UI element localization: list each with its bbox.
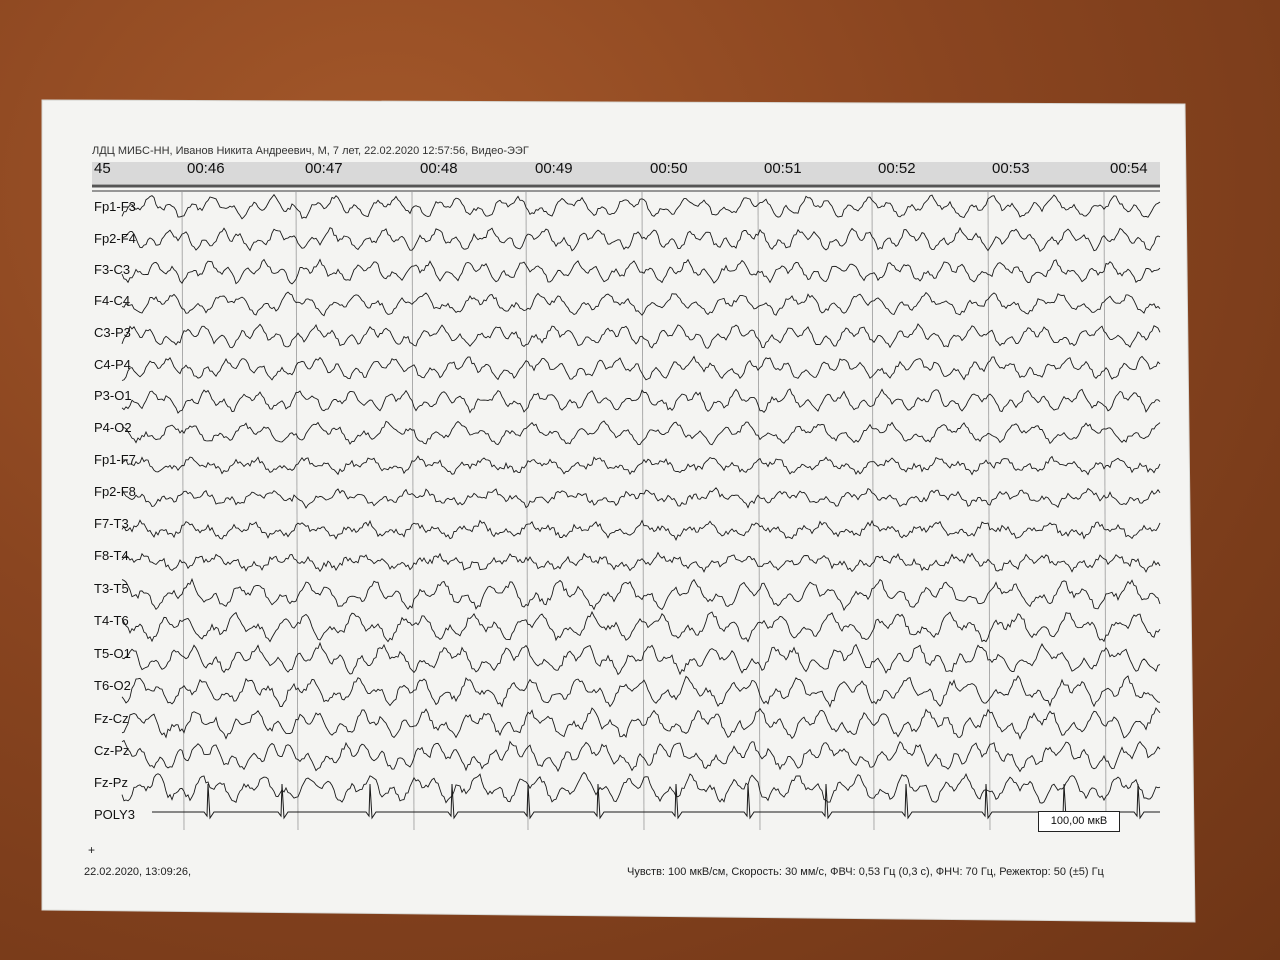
recording-settings: Чувств: 100 мкВ/см, Скорость: 30 мм/с, ФВЧ: 0,53 Гц (0,3 с), ФНЧ: 70 Гц, Режектор: 50 (±5) Гц — [627, 866, 1104, 878]
channel-label: T4-T6 — [94, 613, 129, 628]
paper-sheet — [42, 100, 1195, 922]
channel-label: P3-O1 — [94, 388, 132, 403]
channel-label: F3-C3 — [94, 262, 131, 277]
channel-label: Fp2-F4 — [94, 231, 136, 246]
amplitude-scale-box: 100,00 мкВ — [1038, 811, 1120, 832]
time-tick: 00:49 — [535, 160, 573, 177]
channel-label: Fp2-F8 — [94, 484, 136, 499]
time-tick: 00:50 — [650, 160, 688, 177]
event-marker: + — [88, 843, 96, 857]
time-tick: 00:52 — [878, 160, 916, 177]
time-tick: 00:53 — [992, 160, 1030, 177]
channel-label: F7-T3 — [94, 516, 129, 531]
patient-header: ЛДЦ МИБС-НН, Иванов Никита Андреевич, М, 7 лет, 22.02.2020 12:57:56, Видео-ЭЭГ — [92, 145, 529, 157]
channel-label: Cz-Pz — [94, 743, 130, 758]
time-tick: 00:51 — [764, 160, 802, 177]
channel-label: POLY3 — [94, 807, 135, 822]
channel-label: Fp1-F3 — [94, 199, 136, 214]
channel-label: F4-C4 — [94, 293, 131, 308]
time-tick: 00:47 — [305, 160, 343, 177]
time-tick: 00:54 — [1110, 160, 1148, 177]
channel-label: C4-P4 — [94, 357, 131, 372]
time-tick: 00:48 — [420, 160, 458, 177]
channel-label: Fz-Pz — [94, 775, 128, 790]
print-datetime: 22.02.2020, 13:09:26, — [84, 866, 192, 878]
channel-label: P4-O2 — [94, 420, 132, 435]
channel-label: T6-O2 — [94, 678, 131, 693]
channel-label: T3-T5 — [94, 581, 129, 596]
channel-label: C3-P3 — [94, 325, 131, 340]
channel-label: T5-O1 — [94, 646, 131, 661]
time-tick: 45 — [94, 160, 111, 177]
channel-label: Fp1-F7 — [94, 452, 136, 467]
channel-label: F8-T4 — [94, 548, 129, 563]
time-tick: 00:46 — [187, 160, 225, 177]
channel-label: Fz-Cz — [94, 711, 129, 726]
